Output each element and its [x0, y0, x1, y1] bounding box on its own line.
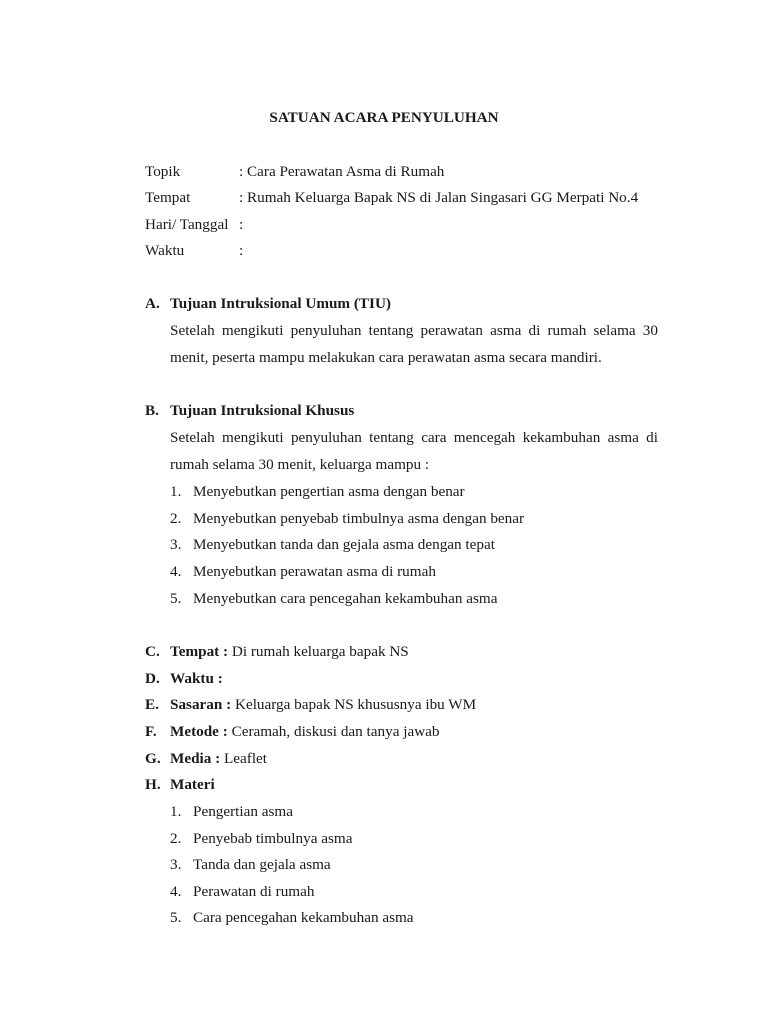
materi-item-text: Perawatan di rumah	[193, 883, 315, 900]
section-d-label: Waktu :	[170, 670, 223, 687]
materi-item-number: 1.	[170, 803, 182, 820]
section-e-letter: E.	[145, 696, 159, 713]
materi-item-number: 5.	[170, 909, 182, 926]
tik-item-number: 3.	[170, 536, 182, 553]
section-c-value: Di rumah keluarga bapak NS	[228, 643, 409, 660]
topik-label: Topik	[145, 163, 181, 180]
materi-item-number: 4.	[170, 883, 182, 900]
hari-tanggal-label: Hari/ Tanggal	[145, 216, 229, 233]
waktu-label: Waktu	[145, 242, 185, 259]
section-a-letter: A.	[145, 295, 160, 312]
materi-item-text: Pengertian asma	[193, 803, 293, 820]
section-e-label: Sasaran :	[170, 696, 232, 713]
section-h-heading: Materi	[170, 776, 215, 793]
topik-value: : Cara Perawatan Asma di Rumah	[239, 163, 445, 180]
hari-tanggal-value: :	[239, 216, 244, 233]
tempat-value: : Rumah Keluarga Bapak NS di Jalan Singasari GG Merpati No.4	[239, 189, 639, 206]
tik-item-number: 1.	[170, 483, 182, 500]
section-e-row	[170, 696, 476, 714]
materi-item-text: Penyebab timbulnya asma	[193, 830, 353, 847]
tempat-label: Tempat	[145, 189, 191, 206]
section-b-letter: B.	[145, 402, 159, 419]
section-e-value: Keluarga bapak NS khususnya ibu WM	[231, 696, 477, 713]
materi-item-number: 2.	[170, 830, 182, 847]
waktu-value: :	[239, 242, 244, 259]
section-b-heading: Tujuan Intruksional Khusus	[170, 402, 355, 419]
section-d-letter: D.	[145, 670, 160, 687]
section-f-label: Metode :	[170, 723, 228, 740]
materi-item-number: 3.	[170, 856, 182, 873]
section-g-row	[170, 750, 267, 768]
materi-item-text: Tanda dan gejala asma	[193, 856, 331, 873]
section-b-line-1: Setelah mengikuti penyuluhan tentang cara mencegah kekambuhan asma di	[170, 429, 658, 446]
tik-item-text: Menyebutkan perawatan asma di rumah	[193, 563, 436, 580]
section-a-line-2: menit, peserta mampu melakukan cara perawatan asma secara mandiri.	[170, 349, 602, 366]
section-c-letter: C.	[145, 643, 160, 660]
section-g-letter: G.	[145, 750, 161, 767]
section-b-line-2: rumah selama 30 menit, keluarga mampu :	[170, 456, 430, 473]
section-g-value: Leaflet	[220, 750, 267, 767]
materi-item-text: Cara pencegahan kekambuhan asma	[193, 909, 414, 926]
section-a-heading: Tujuan Intruksional Umum (TIU)	[170, 295, 391, 312]
section-a-line-1: Setelah mengikuti penyuluhan tentang perawatan asma di rumah selama 30	[170, 322, 658, 339]
section-g-label: Media :	[170, 750, 221, 767]
section-f-row	[170, 723, 440, 741]
section-f-letter: F.	[145, 723, 157, 740]
tik-item-text: Menyebutkan penyebab timbulnya asma dengan benar	[193, 510, 525, 527]
section-d-row	[170, 670, 223, 688]
section-c-label: Tempat :	[170, 643, 229, 660]
tik-item-text: Menyebutkan cara pencegahan kekambuhan asma	[193, 590, 498, 607]
tik-item-text: Menyebutkan pengertian asma dengan benar	[193, 483, 465, 500]
document-title: SATUAN ACARA PENYULUHAN	[269, 109, 499, 126]
tik-item-number: 5.	[170, 590, 182, 607]
tik-item-number: 4.	[170, 563, 182, 580]
section-h-letter: H.	[145, 776, 161, 793]
section-c-row	[170, 643, 409, 661]
tik-item-text: Menyebutkan tanda dan gejala asma dengan tepat	[193, 536, 495, 553]
tik-item-number: 2.	[170, 510, 182, 527]
section-f-value: Ceramah, diskusi dan tanya jawab	[227, 723, 440, 740]
